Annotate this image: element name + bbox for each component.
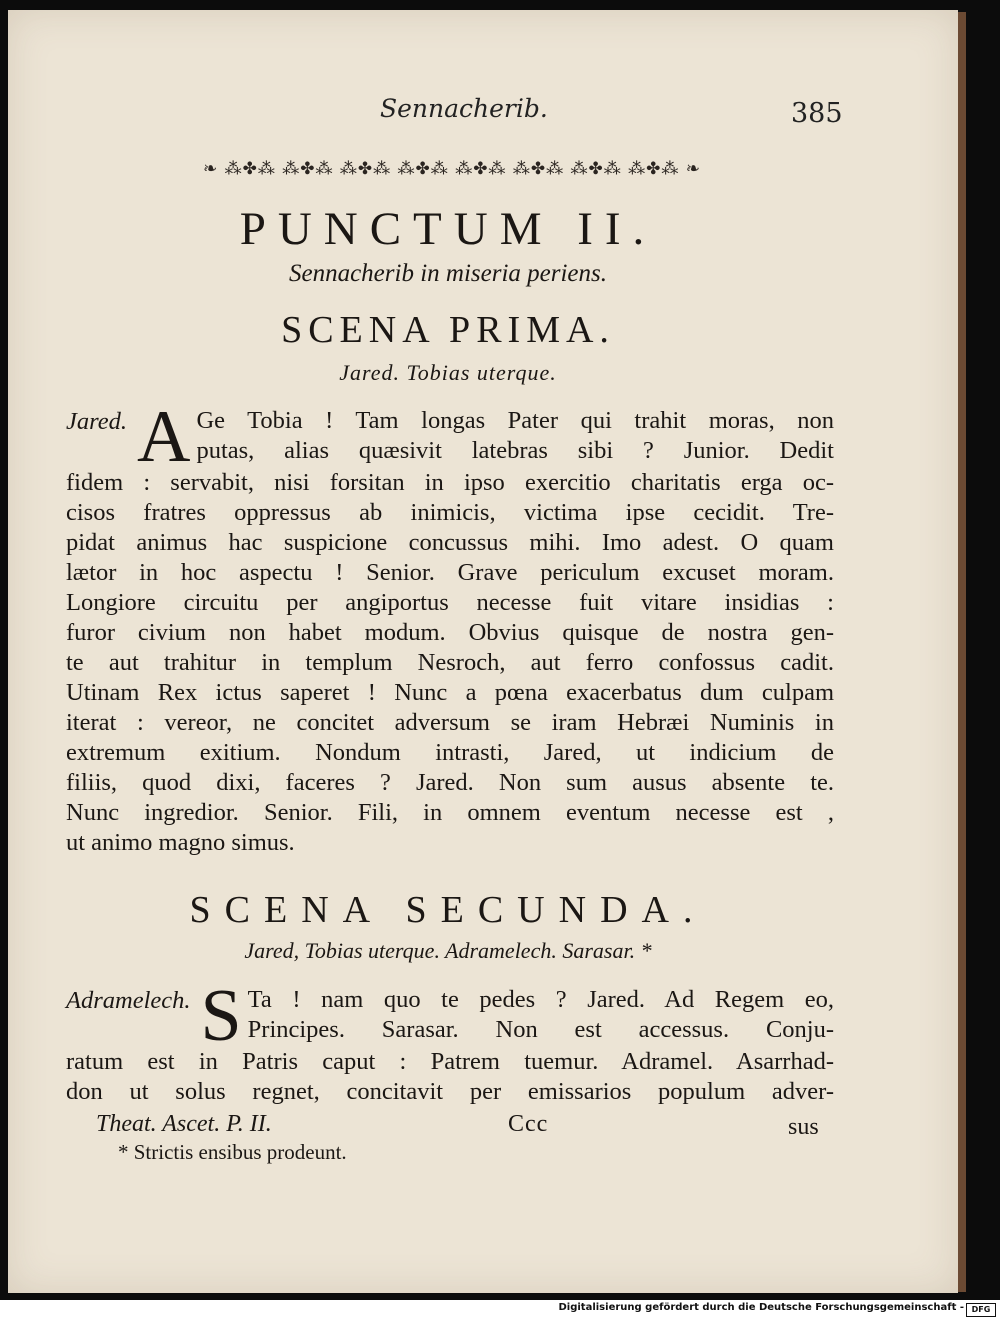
text-line: putas, alias quæsivit latebras sibi ? Junior. Dedit	[196, 437, 834, 464]
text-line: ut animo magno simus.	[66, 829, 295, 856]
scene-one-title: SCENA PRIMA.	[281, 309, 615, 351]
text-line: te aut trahitur in templum Nesroch, aut ferro confossus cadit.	[66, 649, 834, 676]
footnote: * Strictis ensibus prodeunt.	[118, 1140, 347, 1164]
text-line: filiis, quod dixi, faceres ? Jared. Non sum ausus absente te.	[66, 769, 834, 796]
text-line: Longiore circuitu per angiportus necesse fuit vitare insidias :	[66, 589, 834, 616]
scene-two-text	[66, 975, 834, 1107]
funding-credit: Digitalisierung gefördert durch die Deutsche Forschungsgemeinschaft -	[558, 1302, 964, 1313]
opening-lines	[248, 985, 834, 1047]
scene-two-opening	[66, 975, 834, 1057]
drop-cap: A	[137, 396, 191, 478]
page-number: 385	[791, 98, 843, 129]
text-line: pidat animus hac suspicione concussus mihi. Imo adest. O quam	[66, 529, 834, 556]
page-edge	[958, 12, 966, 1292]
book-page	[8, 10, 958, 1293]
scene-one-persons: Jared. Tobias uterque.	[339, 360, 557, 385]
dfg-logo: DFG	[966, 1303, 996, 1317]
drop-cap: S	[200, 975, 242, 1057]
scene-one-text	[66, 396, 834, 858]
text-line: extremum exitium. Nondum intrasti, Jared, ut indicium de	[66, 739, 834, 766]
text-line: iterat : vereor, ne concitet adversum se iram Hebræi Numinis in	[66, 709, 834, 736]
text-line: Ge Tobia ! Tam longas Pater qui trahit moras, non	[196, 407, 834, 434]
scene-two-title: SCENA SECUNDA.	[189, 889, 707, 931]
text-line: fidem : servabit, nisi forsitan in ipso exercitio charitatis erga oc-	[66, 469, 834, 496]
text-line: ratum est in Patris caput : Patrem tuemur. Adramel. Asarrhad-	[66, 1048, 834, 1075]
running-head: Sennacherib.	[380, 94, 548, 123]
text-line: cisos fratres oppressus ab inimicis, victima ipse cecidit. Tre-	[66, 499, 834, 526]
opening-lines	[196, 406, 834, 468]
text-line: don ut solus regnet, concitavit per emissarios populum adver-	[66, 1078, 834, 1105]
scene-two-persons: Jared, Tobias uterque. Adramelech. Sarasar. *	[244, 938, 652, 963]
punctum-title: PUNCTUM II.	[239, 203, 657, 255]
text-line: Principes. Sarasar. Non est accessus. Conju-	[247, 1016, 834, 1043]
punctum-subtitle: Sennacherib in miseria periens.	[288, 260, 607, 287]
text-line: Nunc ingredior. Senior. Fili, in omnem eventum necesse est ,	[66, 799, 834, 826]
text-line: furor civium non habet modum. Obvius quisque de nostra gen-	[66, 619, 834, 646]
text-line: Ta ! nam quo te pedes ? Jared. Ad Regem eo,	[247, 986, 834, 1013]
scene-one-opening	[66, 396, 834, 478]
text-line: Utinam Rex ictus saperet ! Nunc a pœna exacerbatus dum culpam	[66, 679, 834, 706]
speaker-label: Adramelech.	[66, 987, 191, 1014]
text-line: lætor in hoc aspectu ! Senior. Grave periculum excuset moram.	[66, 559, 834, 586]
catchword: sus	[788, 1114, 819, 1140]
gathering-mark: Ccc	[508, 1111, 549, 1137]
ornament-rule: ❧ ⁂✤⁂ ⁂✤⁂ ⁂✤⁂ ⁂✤⁂ ⁂✤⁂ ⁂✤⁂ ⁂✤⁂ ⁂✤⁂ ❧	[202, 159, 702, 179]
signature-mark: Theat. Ascet. P. II.	[96, 1111, 272, 1137]
speaker-label: Jared.	[66, 408, 127, 435]
